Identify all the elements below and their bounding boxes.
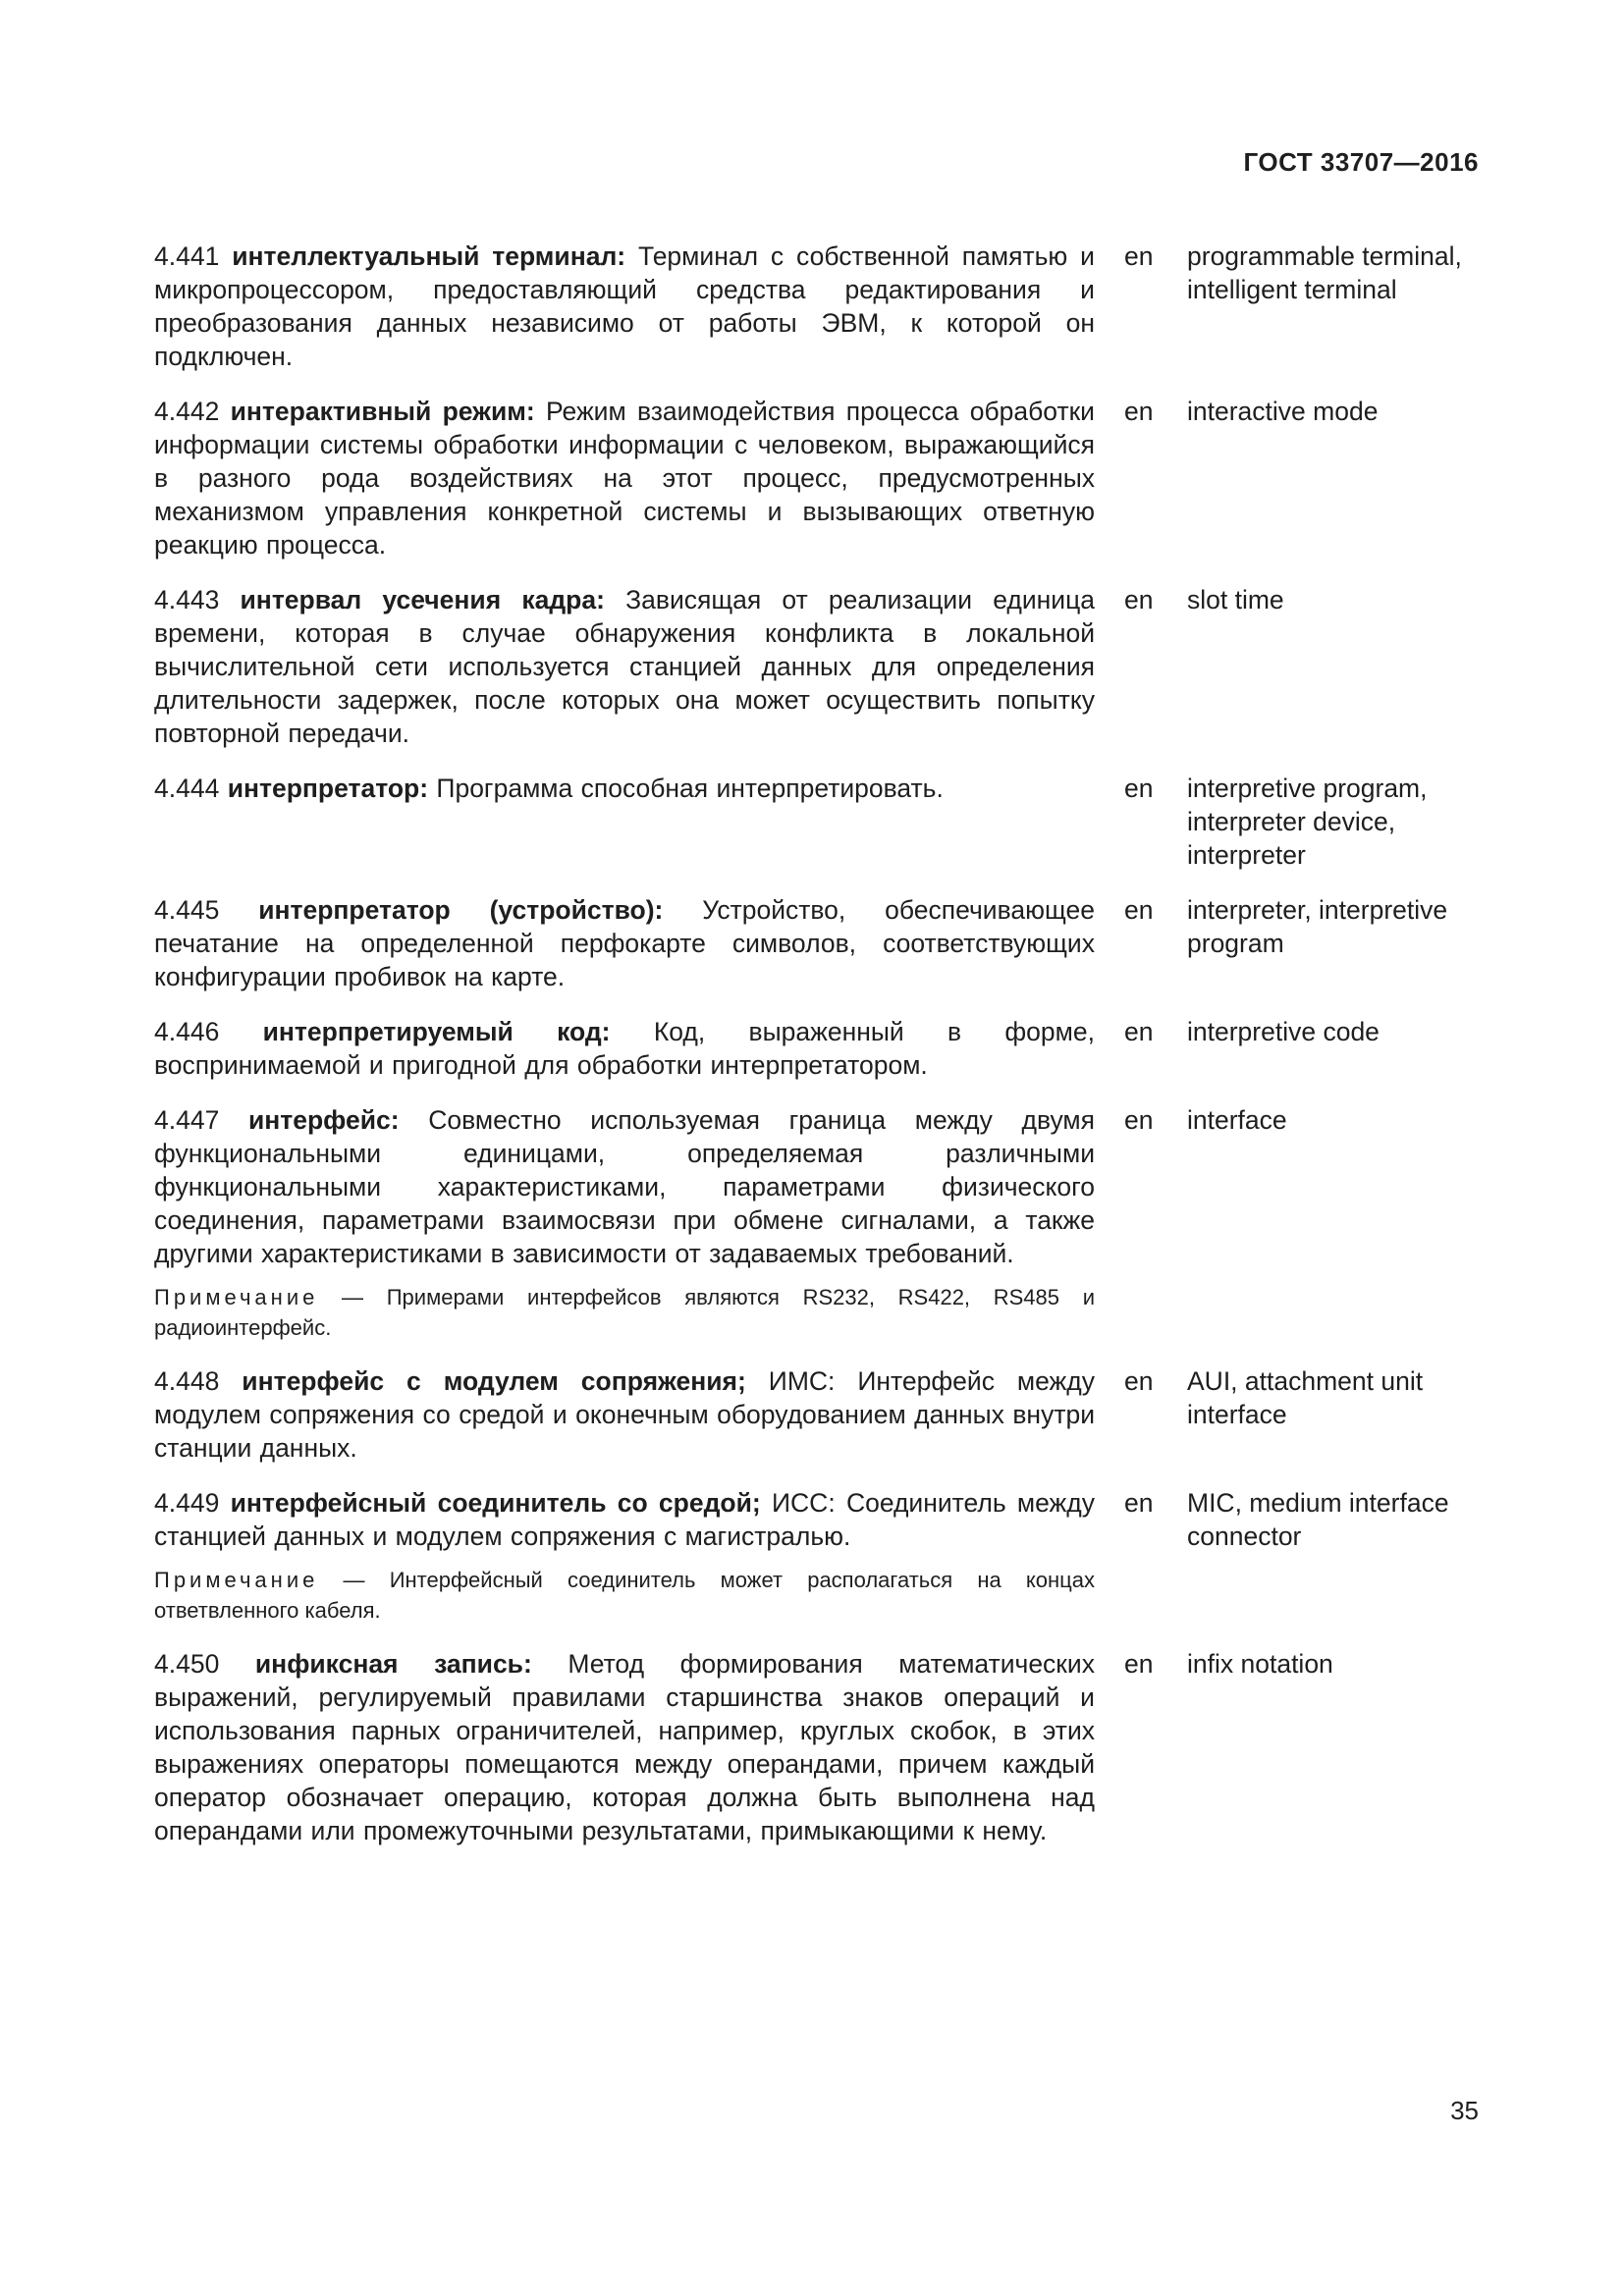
entry-text: [154, 1486, 1095, 1553]
entry-term: интерфейс:: [247, 1105, 400, 1135]
language-code: en: [1124, 774, 1154, 803]
entry-definition: Зависящая от реализации единица времени, которая в случае обнаружения конфликта в локальной вычислительной сети используется станцией данных для определения длительности задержек, после которых она может осуществить попытку повторной передачи.: [154, 585, 1095, 748]
language-code: en: [1124, 585, 1154, 614]
english-term: programmable terminal, intelligent terminal: [1187, 241, 1462, 304]
entry-text: [154, 1647, 1095, 1847]
term-entry: [154, 1015, 1489, 1082]
entry-body: [154, 772, 1095, 872]
entry-term: интерпретатор:: [227, 774, 429, 803]
entry-text: [154, 240, 1095, 373]
entry-number: 4.445: [154, 895, 220, 925]
language-code: en: [1124, 1488, 1154, 1518]
entry-text: [154, 893, 1095, 993]
entry-text: [154, 395, 1095, 561]
entry-body: [154, 240, 1095, 373]
english-term: infix notation: [1187, 1649, 1333, 1679]
entry-note: [154, 1565, 1095, 1626]
entry-body: [154, 1364, 1095, 1465]
term-entry: [154, 583, 1489, 750]
language-code: en: [1124, 1366, 1154, 1396]
entry-body: [154, 1486, 1095, 1626]
entry-definition: Совместно используемая граница между двумя функциональными единицами, определяемая различными функциональными характеристиками, параметрами физического соединения, параметрами взаимосвязи при обмене сигналами, а также другими характеристиками в зависимости от задаваемых требований.: [154, 1105, 1095, 1268]
entry-body: [154, 1647, 1095, 1847]
language-code: en: [1124, 1649, 1154, 1679]
entry-number: 4.441: [154, 241, 220, 271]
entry-definition: ИМС: Интерфейс между модулем сопряжения со средой и оконечным оборудованием данных внутри станции данных.: [154, 1366, 1096, 1463]
entry-number: 4.448: [154, 1366, 220, 1396]
entry-text: [154, 583, 1095, 750]
entry-definition: Терминал с собственной памятью и микропроцессором, предоставляющий средства редактирования и преобразования данных независимо от работы ЭВМ, к которой он подключен.: [154, 241, 1095, 371]
english-term: MIC, medium interface connector: [1187, 1488, 1449, 1551]
entry-body: [154, 893, 1095, 993]
entry-body: [154, 1103, 1095, 1343]
entry-text: [154, 1364, 1095, 1465]
term-entry: [154, 1364, 1489, 1465]
entry-number: 4.446: [154, 1017, 220, 1046]
language-code: en: [1124, 1105, 1154, 1135]
entry-text: [154, 1103, 1095, 1270]
entry-number: 4.447: [154, 1105, 220, 1135]
english-term: interpretive program, interpreter device, interpreter: [1187, 774, 1428, 870]
entry-number: 4.450: [154, 1649, 220, 1679]
english-term: interactive mode: [1187, 397, 1379, 426]
language-code: en: [1124, 397, 1154, 426]
term-entry: [154, 1486, 1489, 1626]
entry-number: 4.449: [154, 1488, 220, 1518]
entry-definition: Метод формирования математических выражений, регулируемый правилами старшинства знаков операций и использования парных ограничителей, например, круглых скобок, в этих выражениях операторы помещаются между операндами, причем каждый оператор обозначает операцию, которая должна быть выполнена над операндами или промежуточными результатами, примыкающими к нему.: [154, 1649, 1095, 1845]
entry-definition: ИСС: Соединитель между станцией данных и модулем сопряжения с магистралью.: [154, 1488, 1095, 1551]
language-code: en: [1124, 1017, 1154, 1046]
note-label: Примечание: [154, 1285, 319, 1309]
term-entry: [154, 1103, 1489, 1343]
english-term: interpretive code: [1187, 1017, 1380, 1046]
english-term: interface: [1187, 1105, 1287, 1135]
entry-term: интерфейс с модулем сопряжения;: [242, 1366, 746, 1396]
english-term: interpreter, interpretive program: [1187, 895, 1448, 958]
entry-term: инфиксная запись:: [254, 1649, 532, 1679]
entry-term: интерактивный режим:: [230, 397, 535, 426]
entry-body: [154, 1015, 1095, 1082]
entry-term: интервал усечения кадра:: [240, 585, 605, 614]
note-text: — Интерфейсный соединитель может располагаться на концах ответвленного кабеля.: [154, 1568, 1095, 1623]
entry-definition: Код, выраженный в форме, воспринимаемой и пригодной для обработки интерпретатором.: [154, 1017, 1095, 1080]
entry-definition: Режим взаимодействия процесса обработки информации системы обработки информации с человеком, выражающийся в разного рода воздействиях на этот процесс, предусмотренных механизмом управления конкретной системы и вызывающих ответную реакцию процесса.: [154, 397, 1095, 560]
entry-term: интерпретатор (устройство):: [258, 895, 664, 925]
term-entry: [154, 893, 1489, 993]
entry-term: интеллектуальный терминал:: [232, 241, 626, 271]
note-label: Примечание: [154, 1568, 319, 1592]
entry-text: [154, 772, 1095, 805]
english-term: slot time: [1187, 585, 1284, 614]
term-entry: [154, 772, 1489, 872]
entry-number: 4.442: [154, 397, 220, 426]
english-term: AUI, attachment unit interface: [1187, 1366, 1424, 1429]
term-entry: [154, 1647, 1489, 1847]
entry-definition: Программа способная интерпретировать.: [436, 774, 944, 803]
note-text: — Примерами интерфейсов являются RS232, RS422, RS485 и радиоинтерфейс.: [154, 1285, 1095, 1340]
language-code: en: [1124, 895, 1154, 925]
term-entry: [154, 240, 1489, 373]
term-entry: [154, 395, 1489, 561]
entry-term: интерпретируемый код:: [262, 1017, 611, 1046]
language-code: en: [1124, 241, 1154, 271]
entry-definition: Устройство, обеспечивающее печатание на определенной перфокарте символов, соответствующих конфигурации пробивок на карте.: [154, 895, 1095, 991]
entry-text: [154, 1015, 1095, 1082]
entry-number: 4.444: [154, 774, 220, 803]
entry-body: [154, 395, 1095, 561]
entry-number: 4.443: [154, 585, 220, 614]
document-header: ГОСТ 33707—2016: [1243, 147, 1479, 177]
entry-term: интерфейсный соединитель со средой;: [230, 1488, 761, 1518]
page-number: 35: [1450, 2096, 1479, 2125]
entry-note: [154, 1282, 1095, 1343]
entry-body: [154, 583, 1095, 750]
terms-list: [154, 240, 1489, 1869]
